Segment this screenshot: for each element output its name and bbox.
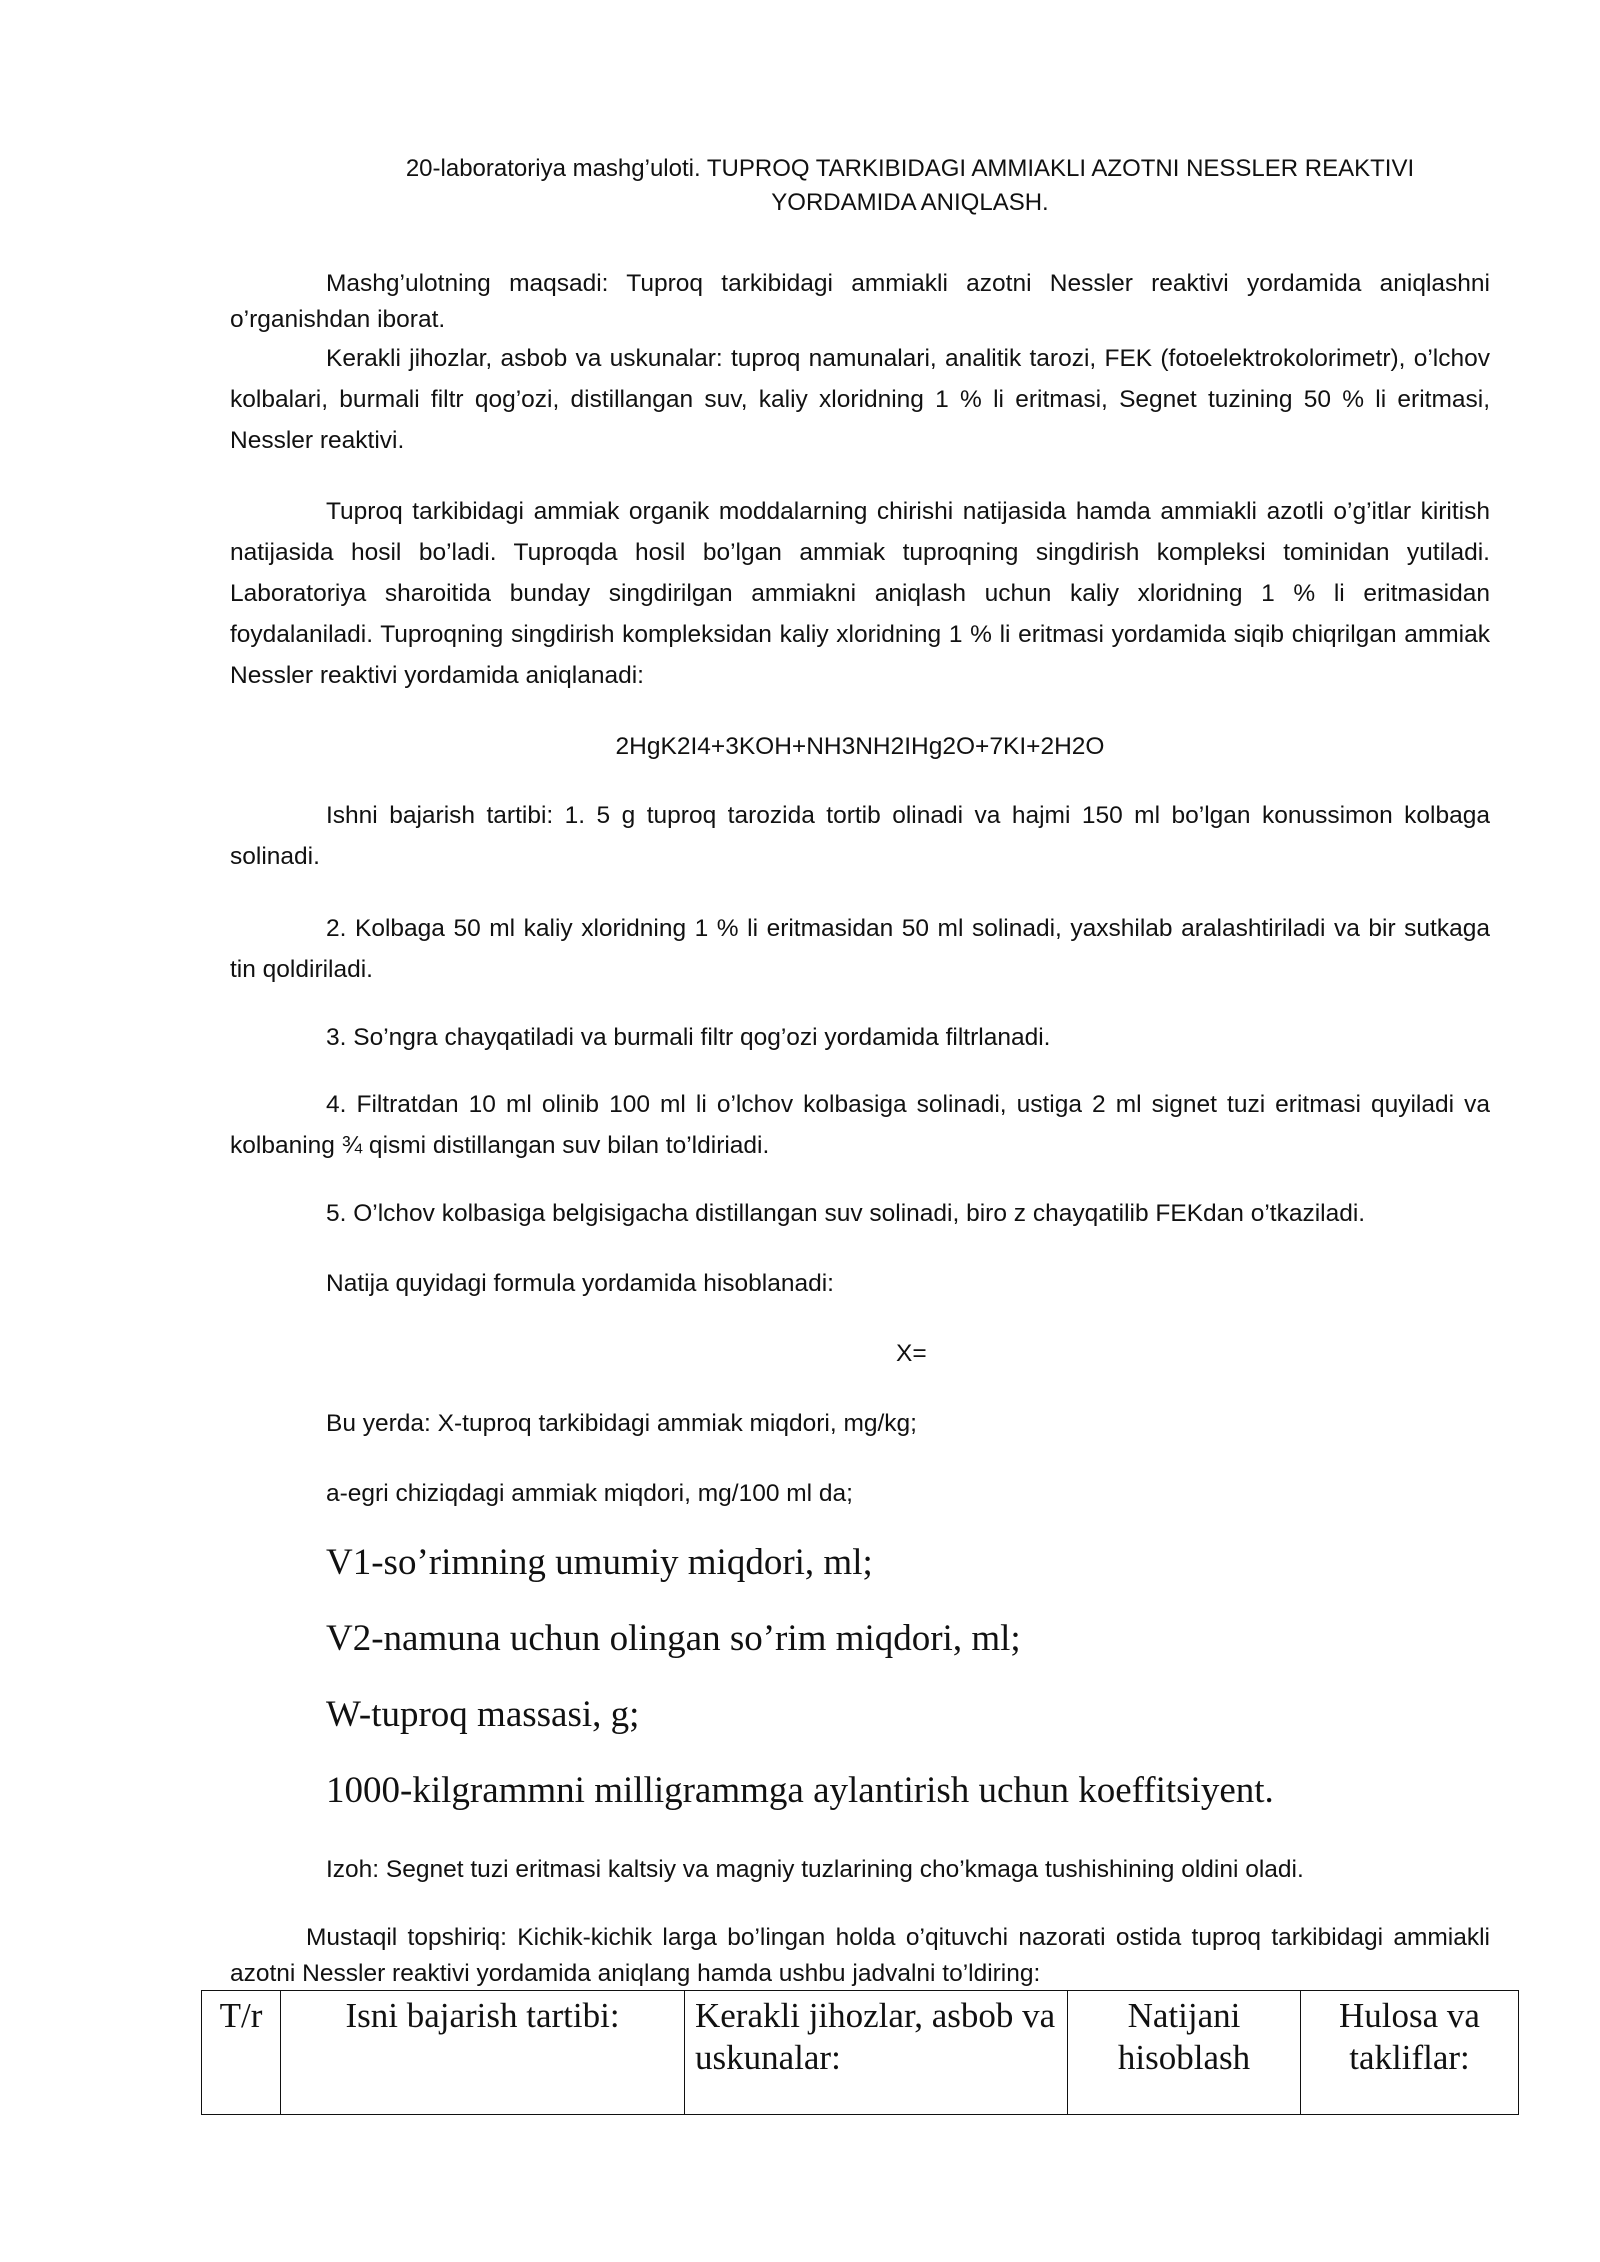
table-header-cell: Kerakli jihozlar, asbob va uskunalar: [685, 1991, 1068, 2115]
legend-w: W-tuproq massasi, g; [326, 1694, 640, 1735]
legend-k: 1000-kilgrammni milligrammga aylantirish uchun koeffitsiyent. [326, 1770, 1274, 1811]
equipment-paragraph [230, 338, 1490, 461]
table-header-cell: Natijani hisoblash [1068, 1991, 1301, 2115]
step-4-text: 4. Filtratdan 10 ml olinib 100 ml li o’lchov kolbasiga solinadi, ustiga 2 ml signet tuzi eritmasi quyiladi va kolbaning ¾ qismi distillangan suv bilan to’ldiriadi. [230, 1091, 1490, 1159]
purpose-paragraph [230, 266, 1490, 338]
task-paragraph [230, 1920, 1490, 1992]
theory-text: Tuproq tarkibidagi ammiak organik moddalarning chirishi natijasida hamda ammiakli azotli o’g’itlar kiritish natijasida hosil bo’ladi. Tuproqda hosil bo’lgan ammiak tuproqning singdirish kompleksi tominidan yutiladi. Laboratoriya sharoitida bunday singdirilgan ammiakni aniqlash uchun kaliy xloridning 1 % li eritmasidan foydalaniladi. Tuproqning singdirish kompleksidan kaliy xloridning 1 % li eritmasi yordamida siqib chiqrilgan ammiak Nessler reaktivi yordamida aniqlanadi: [230, 498, 1490, 689]
legend-v2: V2-namuna uchun olingan so’rim miqdori, ml; [326, 1618, 1021, 1659]
page-title [330, 152, 1490, 220]
step-1-paragraph [230, 795, 1490, 877]
table-header-cell: Hulosa va takliflar: [1301, 1991, 1519, 2115]
theory-paragraph [230, 491, 1490, 696]
title-line-2: YORDAMIDA ANIQLASH. [771, 189, 1049, 216]
legend-x: Bu yerda: X-tuproq tarkibidagi ammiak miqdori, mg/kg; [326, 1410, 917, 1437]
purpose-text: Mashg’ulotning maqsadi: Tuproq tarkibidagi ammiakli azotni Nessler reaktivi yordamida aniqlashni o’rganishdan iborat. [230, 270, 1490, 333]
table-header-cell: T/r [202, 1991, 281, 2115]
step-2-text: 2. Kolbaga 50 ml kaliy xloridning 1 % li eritmasidan 50 ml solinadi, yaxshilab aralashtiriladi va bir sutkaga tin qoldiriladi. [230, 915, 1490, 983]
step-5-text: 5. O’lchov kolbasiga belgisigacha distillangan suv solinadi, biro z chayqatilib FEKdan o’tkaziladi. [326, 1200, 1366, 1227]
step-2-paragraph [230, 908, 1490, 990]
table-header-row [202, 1991, 1519, 2115]
step-1-text: Ishni bajarish tartibi: 1. 5 g tuproq tarozida tortib olinadi va hajmi 150 ml bo’lgan konussimon kolbaga solinadi. [230, 802, 1490, 870]
reaction-equation: 2HgK2I4+3KOH+NH3NH2IHg2O+7KI+2H2O [615, 733, 1105, 760]
formula-x: X= [896, 1340, 927, 1367]
step-4-paragraph [230, 1084, 1490, 1166]
legend-v1: V1-so’rimning umumiy miqdori, ml; [326, 1542, 873, 1583]
legend-a: a-egri chiziqdagi ammiak miqdori, mg/100 ml da; [326, 1480, 853, 1507]
step-3-text: 3. So’ngra chayqatiladi va burmali filtr qog’ozi yordamida filtrlanadi. [326, 1024, 1051, 1051]
note-text: Izoh: Segnet tuzi eritmasi kaltsiy va magniy tuzlarining cho’kmaga tushishining oldini oladi. [326, 1856, 1304, 1883]
result-intro: Natija quyidagi formula yordamida hisoblanadi: [326, 1270, 834, 1297]
task-text: Mustaqil topshiriq: Kichik-kichik larga bo’lingan holda o’qituvchi nazorati ostida tuproq tarkibidagi ammiakli azotni Nessler reaktivi yordamida aniqlang hamda ushbu jadvalni to’ldiring: [230, 1924, 1490, 1987]
equipment-text: Kerakli jihozlar, asbob va uskunalar: tuproq namunalari, analitik tarozi, FEK (fotoelektrokolorimetr), o’lchov kolbalari, burmali filtr qog’ozi, distillangan suv, kaliy xloridning 1 % li eritmasi, Segnet tuzining 50 % li eritmasi, Nessler reaktivi. [230, 345, 1490, 454]
title-line-1: 20-laboratoriya mashg’uloti. TUPROQ TARKIBIDAGI AMMIAKLI AZOTNI NESSLER REAKTIVI [405, 155, 1415, 182]
task-table [201, 1990, 1519, 2115]
table-header-cell: Isni bajarish tartibi: [281, 1991, 685, 2115]
